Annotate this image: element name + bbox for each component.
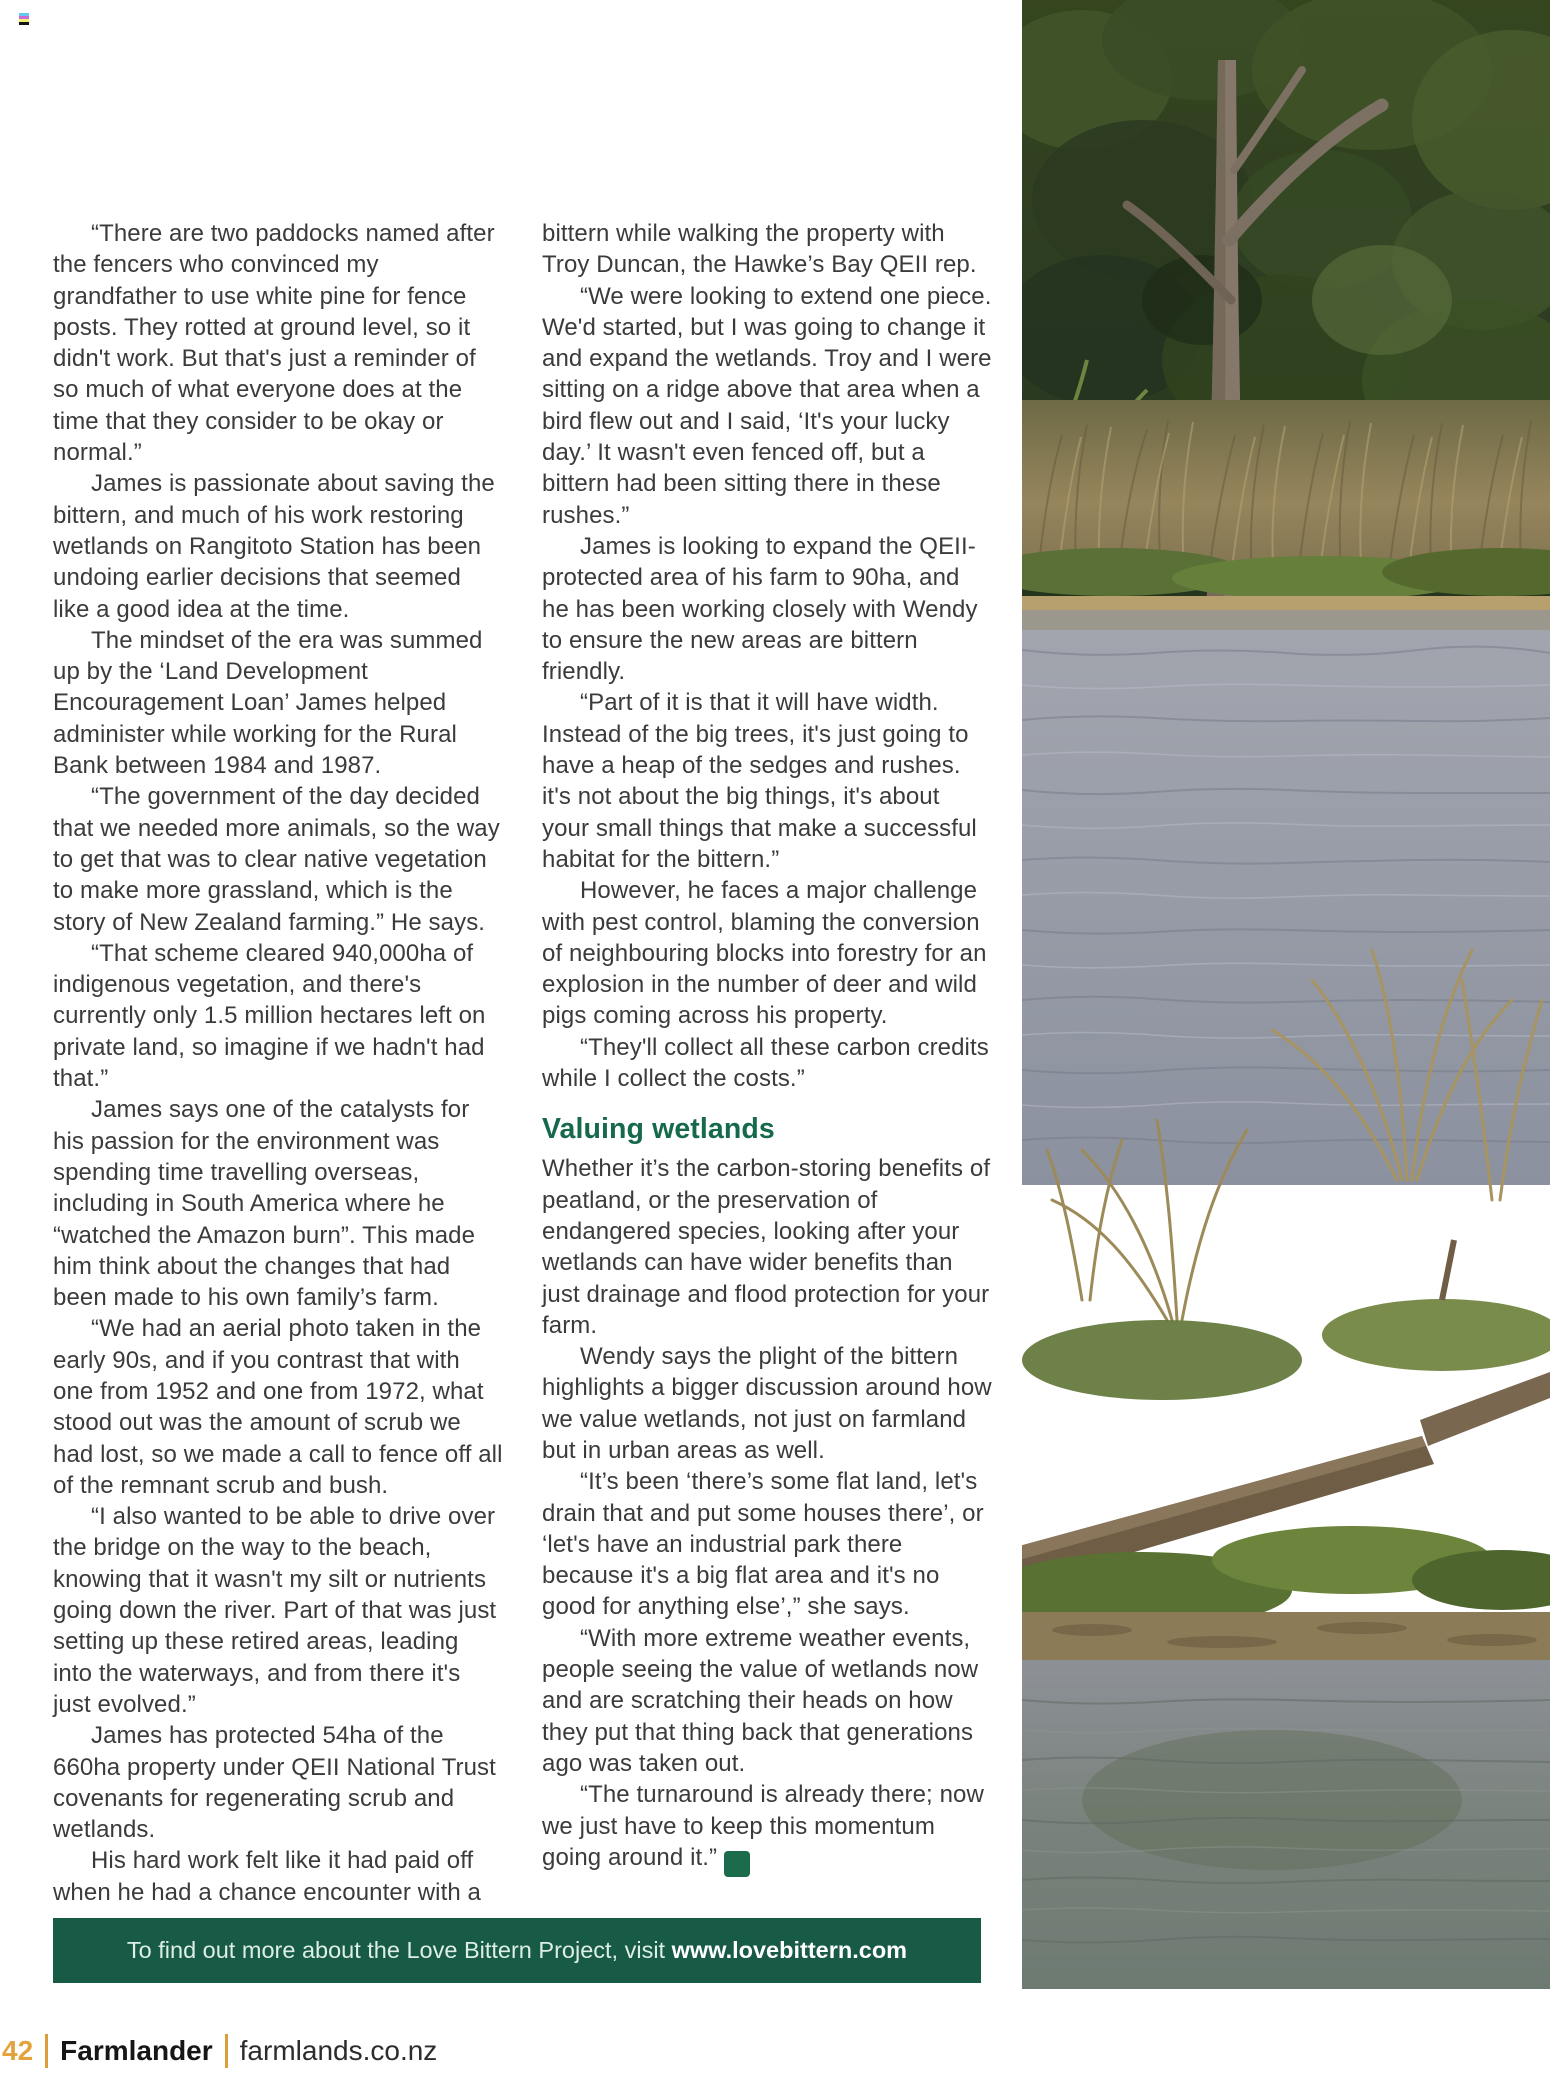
page-number: 42	[2, 2035, 34, 2066]
banner-text: To find out more about the Love Bittern Project, visit	[126, 1937, 672, 1963]
article-paragraph: James is looking to expand the QEII-protected area of his farm to 90ha, and he has been working closely with Wendy to ensure the new areas are bittern friendly.	[542, 532, 978, 686]
article-paragraph: “We had an aerial photo taken in the early 90s, and if you contrast that with one from 1952 and one from 1972, what stood out was the amount of scrub we had lost, so we made a call to fence off all of the remnant scrub and bush.	[53, 1315, 503, 1499]
article-paragraph: “That scheme cleared 940,000ha of indigenous vegetation, and there's currently only 1.5 million hectares left on private land, so imagine if we hadn't had that.”	[53, 939, 486, 1093]
article-paragraph: “There are two paddocks named after the fencers who convinced my grandfather to use white pine for fence posts. They rotted at ground level, so it didn't work. But that's just a reminder of so much of what everyone does at the time that they consider to be okay or normal.”	[53, 220, 495, 467]
article-paragraph: “I also wanted to be able to drive over the bridge on the way to the beach, knowing that it wasn't my silt or nutrients going down the river. Part of that was just setting up these retired areas, leading into the waterways, and from there it's just evolved.”	[53, 1503, 497, 1718]
page-footer	[2, 2031, 437, 2071]
article-paragraph: However, he faces a major challenge with pest control, blaming the conversion of neighbouring blocks into forestry for an explosion in the number of deer and wild pigs coming across his property.	[542, 877, 987, 1030]
article-paragraph: James says one of the catalysts for his passion for the environment was spending time travelling overseas, including in South America where he “watched the Amazon burn”. This made him think about the changes that had been made to his own family’s farm.	[53, 1096, 476, 1312]
rushes-band	[1022, 400, 1550, 610]
wetland-photo	[1022, 0, 1550, 1989]
section-heading: Valuing wetlands	[542, 1113, 775, 1146]
article-paragraph: The mindset of the era was summed up by the ‘Land Development Encouragement Loan’ James helped administer while working for the Rural Bank between 1984 and 1987.	[53, 626, 483, 780]
love-bittern-banner	[53, 1918, 981, 1983]
cmyk-stripe-black	[19, 22, 29, 25]
article-paragraph: James is passionate about saving the bittern, and much of his work restoring wetlands on Rangitoto Station has been undoing earlier decisions that seemed like a good idea at the time.	[53, 470, 495, 623]
magazine-name: Farmlander	[60, 2035, 213, 2066]
lower-water	[1022, 1660, 1550, 1989]
article-paragraph: James has protected 54ha of the 660ha property under QEII National Trust covenants for regenerating scrub and wetlands.	[53, 1722, 496, 1844]
article-paragraph: “With more extreme weather events, people seeing the value of wetlands now and are scratching their heads on how they put that thing back that generations ago was taken out.	[542, 1624, 979, 1777]
footer-divider	[225, 2034, 228, 2068]
article-paragraph: His hard work felt like it had paid off when he had a chance encounter with a	[53, 1847, 482, 1906]
article-paragraph: “They'll collect all these carbon credits while I collect the costs.”	[542, 1033, 989, 1093]
upper-water	[1022, 610, 1550, 1185]
article-paragraph: “It’s been ‘there’s some flat land, let's drain that and put some houses there’, or ‘let's have an industrial park there because it's a big flat area and it's no good for anything else’,” she says.	[542, 1468, 984, 1621]
article-column-2	[542, 218, 992, 1877]
article-paragraph: bittern while walking the property with Troy Duncan, the Hawke’s Bay QEII rep.	[542, 220, 977, 279]
footer-divider	[45, 2034, 48, 2068]
article-paragraph: “Part of it is that it will have width. Instead of the big trees, it's just going to have a heap of the sedges and rushes. it's not about the big things, it's about your small things that make a successful habitat for the bittern.”	[542, 689, 977, 873]
article-paragraph: Wendy says the plight of the bittern highlights a bigger discussion around how we value wetlands, not just on farmland but in urban areas as well.	[542, 1343, 992, 1464]
website-link[interactable]: farmlands.co.nz	[239, 2035, 438, 2066]
article-paragraph: Whether it’s the carbon-storing benefits of peatland, or the preservation of endangered species, looking after your wetlands can have wider benefits than just drainage and flood protection for your farm.	[542, 1155, 991, 1339]
farmlander-endmark-icon: F	[724, 1851, 750, 1877]
fallen-logs	[1022, 1240, 1550, 1628]
article-paragraph: “The turnaround is already there; now we just have to keep this momentum going around it.” F	[542, 1779, 992, 1877]
article-column-1	[53, 218, 503, 1908]
lovebittern-url[interactable]: www.lovebittern.com	[671, 1937, 908, 1963]
article-paragraph: “The government of the day decided that we needed more animals, so the way to get that was to clear native vegetation to make more grassland, which is the story of New Zealand farming.” He says.	[53, 783, 500, 936]
registration-mark-icon	[19, 13, 29, 25]
mud-bank	[1022, 1612, 1550, 1660]
article-paragraph: “We were looking to extend one piece. We'd started, but I was going to change it and expand the wetlands. Troy and I were sitting on a ridge above that area when a bird flew out and I said, ‘It's your lucky day.’ It wasn't even fenced off, but a bittern had been sitting there in these rushes.”	[542, 282, 992, 529]
